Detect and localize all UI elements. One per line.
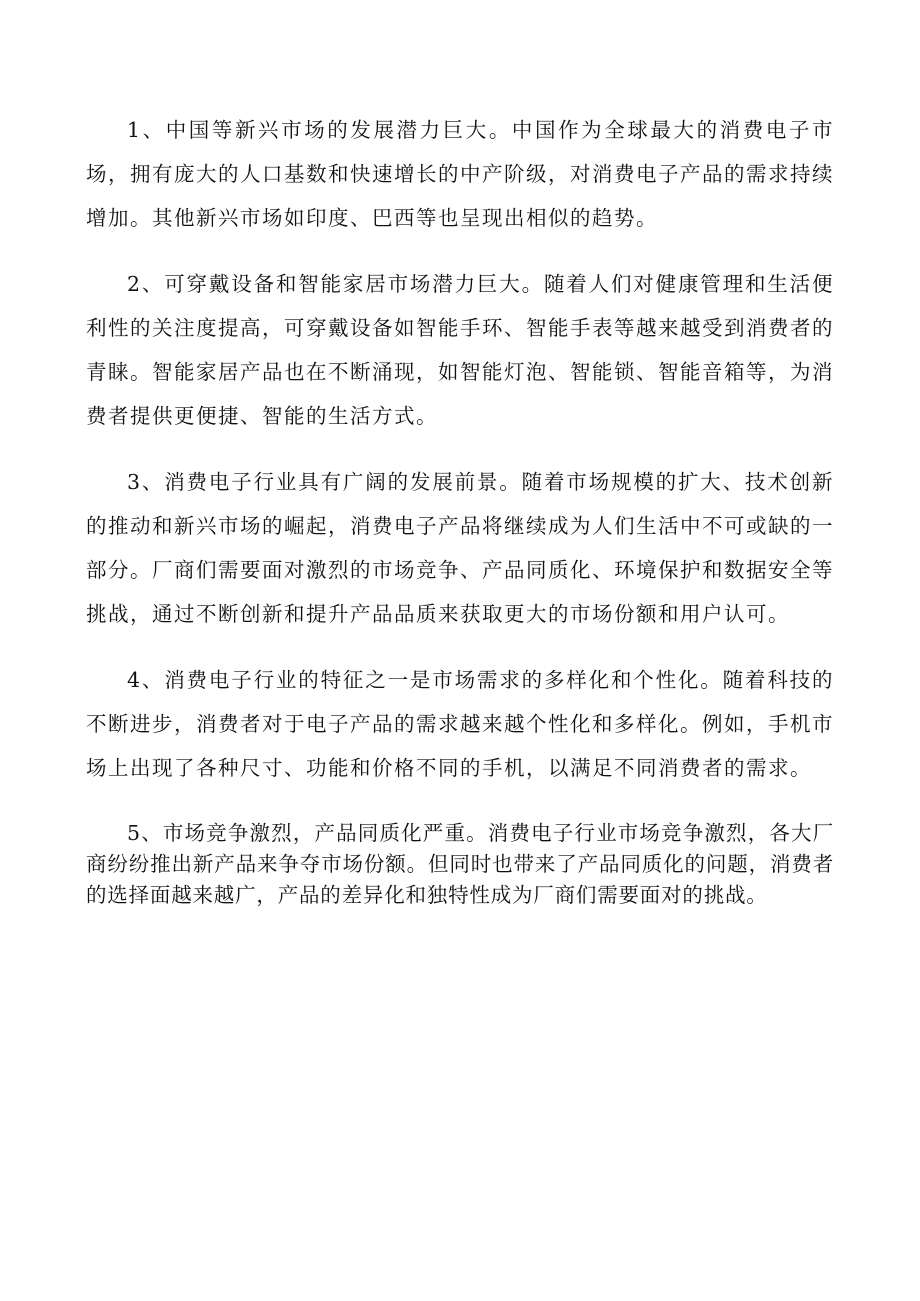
paragraph-2: 2、可穿戴设备和智能家居市场潜力巨大。随着人们对健康管理和生活便利性的关注度提高，可穿戴设备如智能手环、智能手表等越来越受到消费者的青睐。智能家居产品也在不断涌现，如智能灯泡、智能锁、智能音箱等，为消费者提供更便捷、智能的生活方式。 [86, 272, 834, 428]
paragraph-5: 5、市场竞争激烈，产品同质化严重。消费电子行业市场竞争激烈，各大厂商纷纷推出新产品来争夺市场份额。但同时也带来了产品同质化的问题，消费者的选择面越来越广，产品的差异化和独特性成为厂商们需要面对的挑战。 [86, 821, 834, 907]
paragraph-4: 4、消费电子行业的特征之一是市场需求的多样化和个性化。随着科技的不断进步，消费者对于电子产品的需求越来越个性化和多样化。例如，手机市场上出现了各种尺寸、功能和价格不同的手机，以满足不同消费者的需求。 [86, 668, 834, 780]
paragraph-3: 3、消费电子行业具有广阔的发展前景。随着市场规模的扩大、技术创新的推动和新兴市场的崛起，消费电子产品将继续成为人们生活中不可或缺的一部分。厂商们需要面对激烈的市场竞争、产品同质化、环境保护和数据安全等挑战，通过不断创新和提升产品品质来获取更大的市场份额和用户认可。 [86, 470, 834, 626]
paragraph-1: 1、中国等新兴市场的发展潜力巨大。中国作为全球最大的消费电子市场，拥有庞大的人口基数和快速增长的中产阶级，对消费电子产品的需求持续增加。其他新兴市场如印度、巴西等也呈现出相似的趋势。 [86, 118, 834, 230]
